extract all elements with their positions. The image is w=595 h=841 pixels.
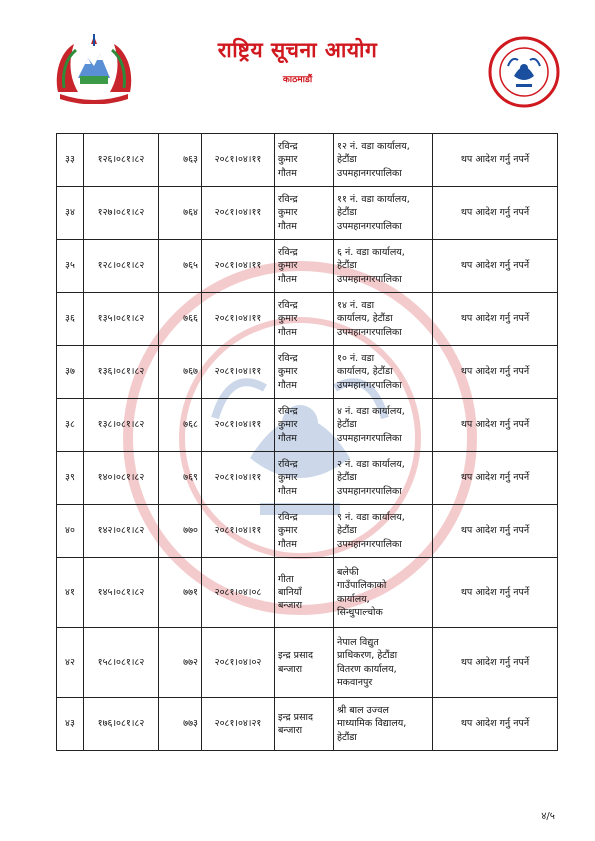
decision-number: ७६६ bbox=[159, 293, 202, 346]
appellant-name bbox=[275, 452, 334, 505]
respondent-office-line: कार्यालय, हेटौंडा bbox=[337, 313, 393, 325]
decision-number: ७६७ bbox=[159, 346, 202, 399]
respondent-office-line: उपमहानगरपालिका bbox=[337, 220, 402, 232]
decision-date: २०८१।०४।११ bbox=[202, 134, 275, 187]
table-row bbox=[57, 698, 558, 751]
respondent-office-line: वितरण कार्यालय, bbox=[337, 663, 397, 675]
serial-number: ४३ bbox=[57, 698, 84, 751]
decision-text: थप आदेश गर्नु नपर्ने bbox=[433, 698, 558, 751]
decision-text: थप आदेश गर्नु नपर्ने bbox=[433, 240, 558, 293]
registration-number: १४५।०८१।८२ bbox=[84, 558, 159, 628]
decision-text: थप आदेश गर्नु नपर्ने bbox=[433, 628, 558, 698]
respondent-office-line: हेटौंडा bbox=[337, 207, 357, 219]
registration-number: १३५।०८१।८२ bbox=[84, 293, 159, 346]
appellant-name-line: इन्द्र प्रसाद bbox=[278, 650, 313, 662]
table-row bbox=[57, 134, 558, 187]
appellant-name bbox=[275, 698, 334, 751]
table-row bbox=[57, 628, 558, 698]
appellant-name-line: रविन्द्र bbox=[278, 247, 298, 259]
serial-number: ४१ bbox=[57, 558, 84, 628]
respondent-office-line: ६ नं. वडा कार्यालय, bbox=[337, 247, 405, 259]
page-title: राष्ट्रिय सूचना आयोग bbox=[217, 38, 378, 62]
table-row bbox=[57, 346, 558, 399]
respondent-office-line: उपमहानगरपालिका bbox=[337, 167, 402, 179]
appellant-name-line: कुमार bbox=[278, 525, 298, 537]
decision-date: २०८१।०४।११ bbox=[202, 293, 275, 346]
table-row bbox=[57, 452, 558, 505]
appellant-name-line: कुमार bbox=[278, 207, 298, 219]
decision-date: २०८१।०४।११ bbox=[202, 187, 275, 240]
respondent-office-line: उपमहानगरपालिका bbox=[337, 273, 402, 285]
appellant-name-line: कुमार bbox=[278, 154, 298, 166]
decision-text: थप आदेश गर्नु नपर्ने bbox=[433, 505, 558, 558]
respondent-office-line: १४ नं. वडा bbox=[337, 300, 375, 312]
appellant-name-line: कुमार bbox=[278, 472, 298, 484]
registration-number: १२८।०८१।८२ bbox=[84, 240, 159, 293]
table-row bbox=[57, 505, 558, 558]
appellant-name-line: कुमार bbox=[278, 260, 298, 272]
table-row bbox=[57, 293, 558, 346]
decision-date: २०८१।०४।११ bbox=[202, 399, 275, 452]
appellant-name-line: गौतम bbox=[278, 220, 297, 232]
respondent-office bbox=[334, 346, 433, 399]
decision-number: ७७० bbox=[159, 505, 202, 558]
respondent-office-line: हेटौंडा bbox=[337, 260, 357, 272]
respondent-office-line: १२ नं. वडा कार्यालय, bbox=[337, 141, 410, 153]
decision-number: ७७३ bbox=[159, 698, 202, 751]
respondent-office-line: कार्यालय, bbox=[337, 593, 370, 605]
table-row bbox=[57, 187, 558, 240]
appellant-name-line: गौतम bbox=[278, 273, 297, 285]
appellant-name-line: रविन्द्र bbox=[278, 141, 298, 153]
serial-number: ४० bbox=[57, 505, 84, 558]
decision-text: थप आदेश गर्नु नपर्ने bbox=[433, 134, 558, 187]
registration-number: १३६।०८१।८२ bbox=[84, 346, 159, 399]
decision-number: ७७१ bbox=[159, 558, 202, 628]
table-row bbox=[57, 558, 558, 628]
respondent-office-line: माध्यामिक विद्यालय, bbox=[337, 718, 407, 730]
respondent-office-line: प्राधिकरण, हेटौंडा bbox=[337, 650, 398, 662]
appellant-name-line: रविन्द्र bbox=[278, 300, 298, 312]
respondent-office-line: उपमहानगरपालिका bbox=[337, 432, 402, 444]
appellant-name bbox=[275, 558, 334, 628]
respondent-office-line: उपमहानगरपालिका bbox=[337, 326, 402, 338]
registration-number: १४०।०८१।८२ bbox=[84, 452, 159, 505]
decision-number: ७६५ bbox=[159, 240, 202, 293]
respondent-office-line: हेटौंडा bbox=[337, 154, 357, 166]
appellant-name bbox=[275, 628, 334, 698]
respondent-office bbox=[334, 628, 433, 698]
decision-text: थप आदेश गर्नु नपर्ने bbox=[433, 558, 558, 628]
respondent-office-line: १० नं. वडा bbox=[337, 353, 375, 365]
decision-text: थप आदेश गर्नु नपर्ने bbox=[433, 293, 558, 346]
respondent-office-line: सिन्धुपाल्चोक bbox=[337, 606, 383, 618]
appellant-name-line: इन्द्र प्रसाद bbox=[278, 711, 313, 723]
decision-date: २०८१।०४।११ bbox=[202, 240, 275, 293]
respondent-office bbox=[334, 240, 433, 293]
respondent-office bbox=[334, 698, 433, 751]
appellant-name-line: रविन्द्र bbox=[278, 459, 298, 471]
appellant-name-line: गौतम bbox=[278, 485, 297, 497]
appellant-name-line: गौतम bbox=[278, 538, 297, 550]
respondent-office bbox=[334, 134, 433, 187]
page-number: ४/५ bbox=[541, 811, 555, 822]
decision-text: थप आदेश गर्नु नपर्ने bbox=[433, 452, 558, 505]
respondent-office bbox=[334, 293, 433, 346]
decision-text: थप आदेश गर्नु नपर्ने bbox=[433, 399, 558, 452]
decision-date: २०८१।०४।०२ bbox=[202, 628, 275, 698]
respondent-office-line: हेटौंडा bbox=[337, 419, 357, 431]
serial-number: ३८ bbox=[57, 399, 84, 452]
appellant-name-line: कुमार bbox=[278, 313, 298, 325]
respondent-office bbox=[334, 505, 433, 558]
respondent-office-line: उपमहानगरपालिका bbox=[337, 379, 402, 391]
decision-number: ७६८ bbox=[159, 399, 202, 452]
serial-number: ३७ bbox=[57, 346, 84, 399]
registration-number: १३८।०८१।८२ bbox=[84, 399, 159, 452]
decision-date: २०८१।०४।११ bbox=[202, 452, 275, 505]
registration-number: १२७।०८१।८२ bbox=[84, 187, 159, 240]
respondent-office bbox=[334, 558, 433, 628]
decision-date: २०८१।०४।०८ bbox=[202, 558, 275, 628]
respondent-office-line: उपमहानगरपालिका bbox=[337, 485, 402, 497]
appellant-name-line: कुमार bbox=[278, 419, 298, 431]
serial-number: ३९ bbox=[57, 452, 84, 505]
registration-number: १५८।०८१।८२ bbox=[84, 628, 159, 698]
table-row bbox=[57, 399, 558, 452]
respondent-office-line: ४ नं. वडा कार्यालय, bbox=[337, 406, 405, 418]
appellant-name-line: बन्जारा bbox=[278, 663, 303, 675]
decision-text: थप आदेश गर्नु नपर्ने bbox=[433, 346, 558, 399]
table-row bbox=[57, 240, 558, 293]
decision-number: ७६३ bbox=[159, 134, 202, 187]
decision-number: ७६४ bbox=[159, 187, 202, 240]
appellant-name bbox=[275, 399, 334, 452]
appellant-name-line: गौतम bbox=[278, 379, 297, 391]
respondent-office bbox=[334, 399, 433, 452]
decision-number: ७६९ bbox=[159, 452, 202, 505]
appellant-name-line: रविन्द्र bbox=[278, 512, 298, 524]
decision-date: २०८१।०४।११ bbox=[202, 505, 275, 558]
decision-table bbox=[56, 133, 558, 751]
appellant-name-line: गीता bbox=[278, 573, 294, 585]
appellant-name bbox=[275, 134, 334, 187]
decision-date: २०८१।०४।२१ bbox=[202, 698, 275, 751]
nic-seal-icon bbox=[488, 36, 560, 108]
appellant-name-line: गौतम bbox=[278, 326, 297, 338]
appellant-name-line: रविन्द्र bbox=[278, 406, 298, 418]
respondent-office-line: नेपाल विद्युत bbox=[337, 636, 379, 648]
respondent-office-line: ११ नं. वडा कार्यालय, bbox=[337, 194, 410, 206]
appellant-name-line: गौतम bbox=[278, 432, 297, 444]
respondent-office-line: श्री बाल उज्वल bbox=[337, 705, 389, 717]
serial-number: ३४ bbox=[57, 187, 84, 240]
registration-number: १४२।०८१।८२ bbox=[84, 505, 159, 558]
decision-date: २०८१।०४।११ bbox=[202, 346, 275, 399]
appellant-name-line: बन्जारा bbox=[278, 725, 303, 736]
respondent-office-line: बलेफी bbox=[337, 566, 359, 578]
respondent-office-line: मकवानपुर bbox=[337, 676, 373, 688]
serial-number: ३६ bbox=[57, 293, 84, 346]
appellant-name-line: रविन्द्र bbox=[278, 194, 298, 206]
respondent-office-line: हेटौंडा bbox=[337, 525, 357, 537]
decision-text: थप आदेश गर्नु नपर्ने bbox=[433, 187, 558, 240]
registration-number: १७६।०८१।८२ bbox=[84, 698, 159, 751]
respondent-office bbox=[334, 452, 433, 505]
appellant-name bbox=[275, 505, 334, 558]
serial-number: ३३ bbox=[57, 134, 84, 187]
appellant-name-line: रविन्द्र bbox=[278, 353, 298, 365]
page-subtitle: काठमाडौं bbox=[282, 75, 313, 85]
appellant-name-line: बानियाँ bbox=[278, 586, 302, 598]
respondent-office-line: उपमहानगरपालिका bbox=[337, 538, 402, 550]
respondent-office-line: हेटौंडा bbox=[337, 731, 357, 743]
respondent-office-line: हेटौंडा bbox=[337, 472, 357, 484]
appellant-name bbox=[275, 240, 334, 293]
decision-number: ७७२ bbox=[159, 628, 202, 698]
appellant-name bbox=[275, 346, 334, 399]
respondent-office bbox=[334, 187, 433, 240]
appellant-name-line: कुमार bbox=[278, 366, 298, 378]
respondent-office-line: कार्यालय, हेटौंडा bbox=[337, 366, 393, 378]
serial-number: ३५ bbox=[57, 240, 84, 293]
respondent-office-line: ९ नं. वडा कार्यालय, bbox=[337, 512, 405, 524]
registration-number: १२६।०८१।८२ bbox=[84, 134, 159, 187]
appellant-name bbox=[275, 293, 334, 346]
respondent-office-line: गाउँपालिकाको bbox=[337, 580, 387, 592]
serial-number: ४२ bbox=[57, 628, 84, 698]
appellant-name-line: बन्जारा bbox=[278, 600, 303, 612]
appellant-name bbox=[275, 187, 334, 240]
respondent-office-line: २ नं. वडा कार्यालय, bbox=[337, 459, 405, 471]
appellant-name-line: गौतम bbox=[278, 167, 297, 179]
